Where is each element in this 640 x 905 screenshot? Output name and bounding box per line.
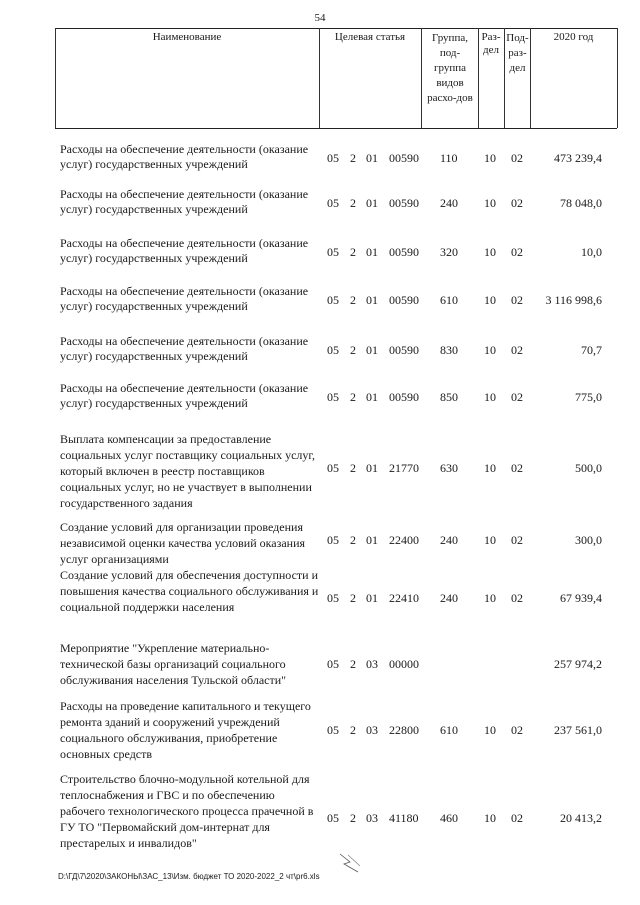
- row-name: Расходы на обеспечение деятельности (оказание услуг) государственных учреждений: [60, 334, 309, 363]
- section: 10: [484, 591, 496, 605]
- amount: 257 974,2: [554, 657, 602, 671]
- header-section: Раз-дел: [481, 31, 501, 56]
- column-divider: [421, 28, 422, 128]
- pen-mark: [338, 852, 364, 874]
- target-part-2: 2: [350, 657, 356, 671]
- target-part-1: 05: [327, 723, 339, 737]
- row-name: Расходы на обеспечение деятельности (оказание услуг) государственных учреждений: [60, 142, 309, 171]
- amount: 473 239,4: [554, 151, 602, 165]
- header-expense-group: Группа, под-группа видов расхо-дов: [427, 32, 473, 104]
- amount: 300,0: [575, 533, 602, 547]
- target-part-4: 21770: [389, 461, 419, 475]
- expense-group: 320: [440, 245, 458, 259]
- row-name: Расходы на обеспечение деятельности (оказание услуг) государственных учреждений: [60, 284, 309, 313]
- target-part-1: 05: [327, 245, 339, 259]
- section: 10: [484, 245, 496, 259]
- target-part-4: 00590: [389, 151, 419, 165]
- header-year: 2020 год: [553, 31, 594, 43]
- column-divider: [617, 28, 618, 128]
- target-part-1: 05: [327, 293, 339, 307]
- target-part-3: 03: [366, 723, 378, 737]
- subsection: 02: [511, 196, 523, 210]
- target-part-3: 01: [366, 461, 378, 475]
- target-part-4: 00590: [389, 343, 419, 357]
- target-part-2: 2: [350, 461, 356, 475]
- target-part-3: 01: [366, 591, 378, 605]
- subsection: 02: [511, 245, 523, 259]
- target-part-2: 2: [350, 151, 356, 165]
- amount: 500,0: [575, 461, 602, 475]
- subsection: 02: [511, 591, 523, 605]
- section: 10: [484, 151, 496, 165]
- row-name: Выплата компенсации за предоставление социальных услуг поставщику социальных услуг, который включен в реестр поставщиков социальных услуг, но не участвует в выполнении государственного задания: [60, 432, 315, 510]
- header-name: Наименование: [152, 31, 222, 43]
- target-part-3: 01: [366, 390, 378, 404]
- target-part-3: 03: [366, 657, 378, 671]
- target-part-1: 05: [327, 343, 339, 357]
- target-part-4: 00590: [389, 245, 419, 259]
- section: 10: [484, 293, 496, 307]
- amount: 70,7: [581, 343, 602, 357]
- target-part-4: 22400: [389, 533, 419, 547]
- row-name: Строительство блочно-модульной котельной для теплоснабжения и ГВС и по обеспечению рабочего технологического процесса прачечной в ГУ ТО "Первомайский дом-интернат для престарелых и инвалидов": [60, 772, 314, 850]
- amount: 10,0: [581, 245, 602, 259]
- section: 10: [484, 196, 496, 210]
- target-part-2: 2: [350, 293, 356, 307]
- expense-group: 830: [440, 343, 458, 357]
- target-part-2: 2: [350, 591, 356, 605]
- header-bottom-rule: [55, 128, 617, 129]
- target-part-2: 2: [350, 811, 356, 825]
- target-part-2: 2: [350, 390, 356, 404]
- expense-group: 240: [440, 533, 458, 547]
- page-number: 54: [314, 12, 326, 24]
- expense-group: 240: [440, 196, 458, 210]
- row-name: Расходы на проведение капитального и текущего ремонта зданий и сооружений учреждений социального обслуживания, приобретение основных средств: [60, 699, 311, 761]
- target-part-3: 03: [366, 811, 378, 825]
- target-part-3: 01: [366, 533, 378, 547]
- target-part-4: 41180: [389, 811, 419, 825]
- expense-group: 240: [440, 591, 458, 605]
- section: 10: [484, 461, 496, 475]
- header-target-article: Целевая статья: [334, 31, 406, 43]
- target-part-2: 2: [350, 245, 356, 259]
- target-part-2: 2: [350, 343, 356, 357]
- target-part-4: 00590: [389, 390, 419, 404]
- file-path-footer: D:\ГД\7\2020\ЗАКОНЫ\ЗАС_13\Изм. бюджет ТО 2020-2022_2 чт\pr6.xls: [58, 872, 320, 881]
- target-part-1: 05: [327, 461, 339, 475]
- expense-group: 110: [440, 151, 458, 165]
- target-part-1: 05: [327, 811, 339, 825]
- target-part-4: 00590: [389, 196, 419, 210]
- target-part-2: 2: [350, 533, 356, 547]
- target-part-1: 05: [327, 533, 339, 547]
- subsection: 02: [511, 811, 523, 825]
- expense-group: 630: [440, 461, 458, 475]
- target-part-4: 00590: [389, 293, 419, 307]
- row-name: Создание условий для организации проведения независимой оценки качества условий оказания услуг организациями: [60, 520, 306, 566]
- row-name: Расходы на обеспечение деятельности (оказание услуг) государственных учреждений: [60, 187, 309, 216]
- row-name: Расходы на обеспечение деятельности (оказание услуг) государственных учреждений: [60, 236, 309, 265]
- amount: 20 413,2: [560, 811, 602, 825]
- expense-group: 850: [440, 390, 458, 404]
- subsection: 02: [511, 533, 523, 547]
- section: 10: [484, 533, 496, 547]
- amount: 237 561,0: [554, 723, 602, 737]
- target-part-3: 01: [366, 196, 378, 210]
- expense-group: 460: [440, 811, 458, 825]
- target-part-1: 05: [327, 390, 339, 404]
- target-part-3: 01: [366, 245, 378, 259]
- subsection: 02: [511, 293, 523, 307]
- target-part-4: 22410: [389, 591, 419, 605]
- subsection: 02: [511, 461, 523, 475]
- row-name: Создание условий для обеспечения доступности и повышения качества социального обслуживания и социальной поддержки населения: [60, 568, 319, 614]
- section: 10: [484, 390, 496, 404]
- amount: 3 116 998,6: [545, 293, 602, 307]
- row-name: Расходы на обеспечение деятельности (оказание услуг) государственных учреждений: [60, 381, 309, 410]
- row-name: Мероприятие "Укрепление материально-технической базы организаций социального обслуживания населения Тульской области": [60, 641, 287, 687]
- section: 10: [484, 343, 496, 357]
- target-part-3: 01: [366, 151, 378, 165]
- section: 10: [484, 811, 496, 825]
- target-part-1: 05: [327, 196, 339, 210]
- target-part-1: 05: [327, 657, 339, 671]
- subsection: 02: [511, 723, 523, 737]
- amount: 78 048,0: [560, 196, 602, 210]
- target-part-1: 05: [327, 151, 339, 165]
- header-top-rule: [55, 28, 617, 29]
- subsection: 02: [511, 151, 523, 165]
- target-part-3: 01: [366, 293, 378, 307]
- target-part-3: 01: [366, 343, 378, 357]
- header-subsection: Под-раз-дел: [506, 32, 529, 74]
- subsection: 02: [511, 390, 523, 404]
- section: 10: [484, 723, 496, 737]
- target-part-2: 2: [350, 723, 356, 737]
- target-part-2: 2: [350, 196, 356, 210]
- target-part-1: 05: [327, 591, 339, 605]
- amount: 67 939,4: [560, 591, 602, 605]
- target-part-4: 22800: [389, 723, 419, 737]
- target-part-4: 00000: [389, 657, 419, 671]
- subsection: 02: [511, 343, 523, 357]
- expense-group: 610: [440, 293, 458, 307]
- expense-group: 610: [440, 723, 458, 737]
- amount: 775,0: [575, 390, 602, 404]
